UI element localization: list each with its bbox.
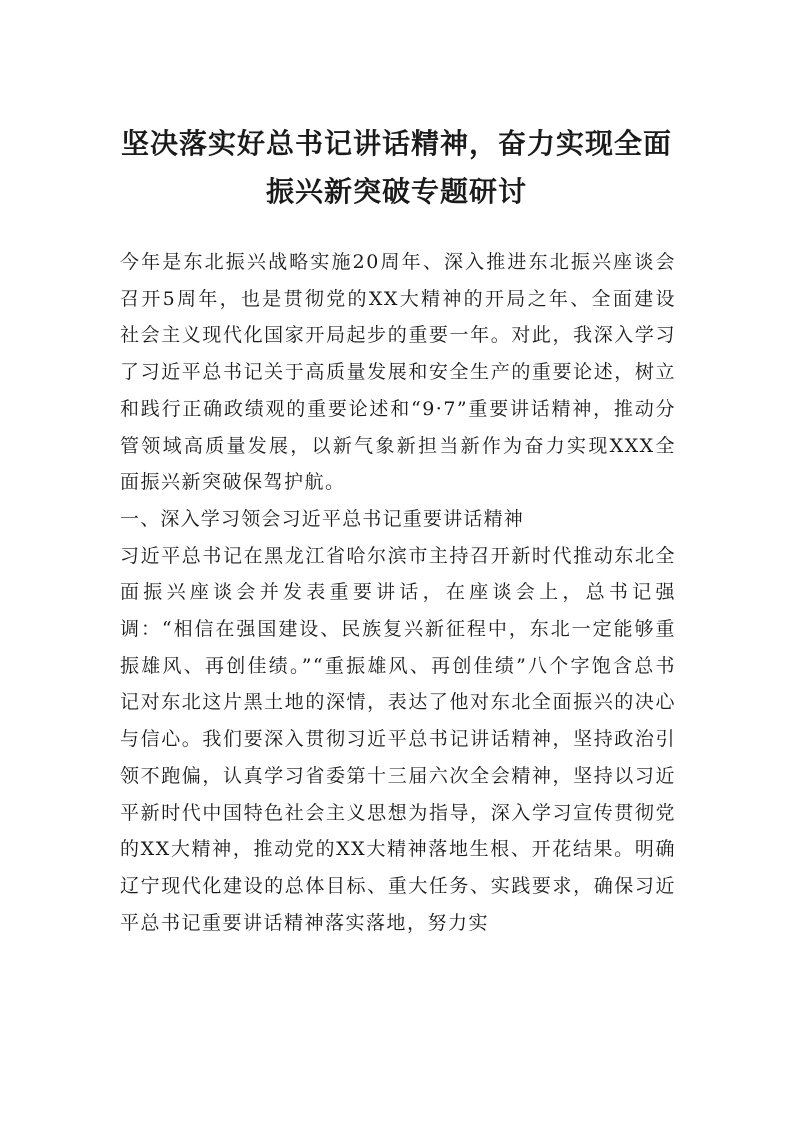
section-heading-1: 一、深入学习领会习近平总书记重要讲话精神 bbox=[120, 507, 525, 530]
document-body bbox=[120, 244, 676, 941]
document-title-line-2: 振兴新突破专题研讨 bbox=[265, 175, 527, 208]
document-title-line-1: 坚决落实好总书记讲话精神，奋力实现全面 bbox=[120, 127, 672, 160]
section-1-paragraph: 习近平总书记在黑龙江省哈尔滨市主持召开新时代推动东北全面振兴座谈会并发表重要讲话，在座谈会上，总书记强调：“相信在强国建设、民族复兴新征程中，东北一定能够重振雄风、再创佳绩。”“重振雄风、再创佳绩”八个字饱含总书记对东北这片黑土地的深情，表达了他对东北全面振兴的决心与信心。我们要深入贯彻习近平总书记讲话精神，坚持政治引领不跑偏，认真学习省委第十三届六次全会精神，坚持以习近平新时代中国特色社会主义思想为指导，深入学习宣传贯彻党的XX大精神，推动党的XX大精神落地生根、开花结果。明确辽宁现代化建设的总体目标、重大任务、实践要求，确保习近平总书记重要讲话精神落实落地，努力实 bbox=[120, 544, 676, 934]
intro-paragraph: 今年是东北振兴战略实施20周年、深入推进东北振兴座谈会召开5周年，也是贯彻党的XX大精神的开局之年、全面建设社会主义现代化国家开局起步的重要一年。对此，我深入学习了习近平总书记关于高质量发展和安全生产的重要论述，树立和践行正确政绩观的重要论述和“9·7”重要讲话精神，推动分管领域高质量发展，以新气象新担当新作为奋力实现XXX全面振兴新突破保驾护航。 bbox=[120, 251, 676, 494]
